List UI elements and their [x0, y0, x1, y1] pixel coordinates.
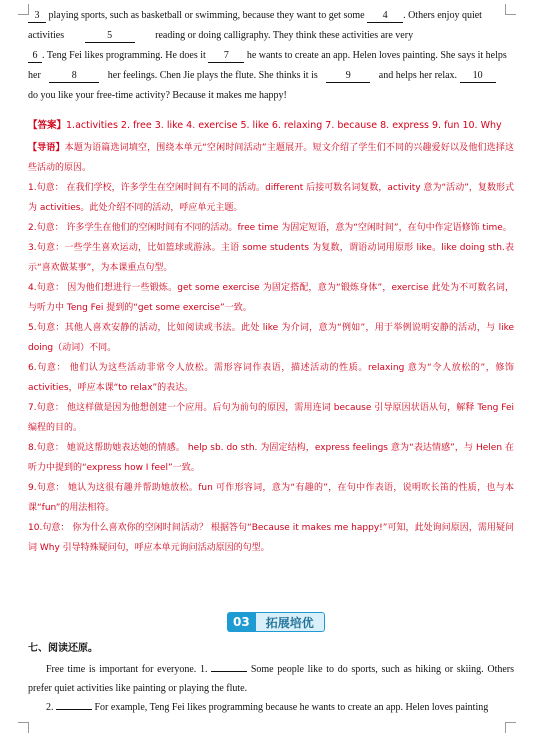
- passage-line: [28, 66, 514, 86]
- explanation-note: 10.句意： 你为什么喜欢你的空闲时间活动？ 根据答句“Because it makes me happy!”可知，此处询问原因，需用疑问词 Why 引导特殊疑问句，呼应本单元询问活动原因的句型。: [28, 523, 514, 553]
- reading-paragraph: [28, 660, 514, 698]
- answer-tag: 【答案】: [28, 120, 67, 131]
- explanation-note: 2.句意： 许多学生在他们的空闲时间有不同的活动。free time 为固定短语，意为“空闲时间”，在句中作定语修饰 time。: [28, 223, 512, 233]
- blank-7: 7: [208, 50, 244, 63]
- passage-text: reading or doing calligraphy. They think these activities are very: [155, 30, 414, 41]
- reading-text: For example, Teng Fei likes programming because he wants to create an app. Helen loves painting: [94, 702, 489, 713]
- answer-key-text: 1.activities 2. free 3. like 4. exercise 5. like 6. relaxing 7. because 8. express 9. fun 10. Why: [66, 120, 502, 131]
- reading-blank-1: [211, 671, 247, 672]
- explanation-note: 7.句意： 他这样做是因为他想创建一个应用。后句为前句的原因，需用连词 because 引导原因状语从句，解释 Teng Fei 编程的目的。: [28, 403, 514, 433]
- passage-line: [28, 26, 514, 46]
- blank-6: 6: [28, 50, 42, 63]
- guide-paragraph: [28, 138, 514, 178]
- passage-text: and helps her relax.: [378, 70, 458, 81]
- explanation-note: 1.句意： 在我们学校，许多学生在空闲时间有不同的活动。different 后接可数名词复数，activity 意为“活动”，复数形式为 activities。此处介绍不同的活动，呼应单元主题。: [28, 183, 514, 213]
- answer-explanation: [28, 116, 514, 558]
- section-title: 七、阅读还原。: [28, 643, 98, 654]
- blank-8: 8: [49, 70, 99, 83]
- blank-4: 4: [367, 10, 403, 23]
- banner-number: 03: [227, 612, 256, 632]
- blank-5: 5: [85, 30, 135, 43]
- section-banner: [227, 612, 325, 632]
- passage-text: . Others enjoy quiet: [403, 10, 482, 21]
- explanation-note: 9.句意： 她认为这很有趣并帮助她放松。fun 可作形容词，意为“有趣的”，在句中作表语，说明吹长笛的性质，也与本课“fun”的用法相符。: [28, 483, 514, 513]
- explanation-note: 5.句意：其他人喜欢安静的活动，比如阅读或书法。此处 like 为介词，意为“例如”，用于举例说明安静的活动，与 like doing（动词）不同。: [28, 323, 514, 353]
- explanation-note: 8.句意： 她说这帮助她表达她的情感。 help sb. do sth. 为固定结构，express feelings 意为“表达情感”，与 Helen 在听力中提到的“express how I feel”一致。: [28, 443, 514, 473]
- passage-text: her feelings. Chen Jie plays the flute. She thinks it is: [107, 70, 318, 81]
- crop-mark: [505, 722, 516, 733]
- reading-text: Free time is important for everyone. 1.: [46, 664, 208, 675]
- blank-9: 9: [326, 70, 370, 83]
- passage-text: her: [28, 70, 41, 81]
- reading-paragraph: [28, 698, 514, 717]
- reading-text: 2.: [46, 702, 54, 713]
- reading-text: Some people like to do sports, such as hiking or skiing. Others prefer quiet activities like painting or playing the flute.: [28, 664, 515, 694]
- passage-line: [28, 46, 514, 66]
- crop-mark: [18, 722, 29, 733]
- passage-line: do you like your free-time activity? Because it makes me happy!: [28, 90, 287, 101]
- passage-text: playing sports, such as basketball or swimming, because they want to get some: [48, 10, 365, 21]
- reading-passage: [28, 660, 514, 717]
- guide-text: 本题为语篇选词填空，围绕本单元“空闲时间活动”主题展开。短文介绍了学生们不同的兴趣爱好以及他们选择这些活动的原因。: [28, 143, 514, 173]
- passage-text: activities: [28, 30, 65, 41]
- explanation-note: 3.句意：一些学生喜欢运动，比如篮球或游泳。主语 some students 为复数，谓语动词用原形 like。like doing sth.表示“喜欢做某事”，为本课重点句型。: [28, 243, 514, 273]
- banner-label: 拓展培优: [256, 612, 325, 632]
- explanation-note: 6.句意： 他们认为这些活动非常令人放松。需形容词作表语，描述活动的性质。relaxing 意为“令人放松的”，修饰 activities，呼应本课“to relax”的表达。: [28, 363, 514, 393]
- blank-3: 3: [28, 10, 46, 23]
- blank-10: 10: [460, 70, 496, 83]
- reading-blank-2: [56, 709, 92, 710]
- passage-text: . Teng Fei likes programming. He does it: [42, 50, 206, 61]
- cloze-passage: [28, 6, 514, 106]
- explanation-note: 4.句意： 因为他们想进行一些锻炼。get some exercise 为固定搭配，意为“锻炼身体”，exercise 此处为不可数名词，与听力中 Teng Fei 提到的“get some exercise”一致。: [28, 283, 514, 313]
- answer-key: [28, 116, 514, 136]
- guide-tag: 【导语】: [28, 143, 65, 153]
- passage-text: he wants to create an app. Helen loves painting. She says it helps: [246, 50, 507, 61]
- passage-line: [28, 6, 514, 26]
